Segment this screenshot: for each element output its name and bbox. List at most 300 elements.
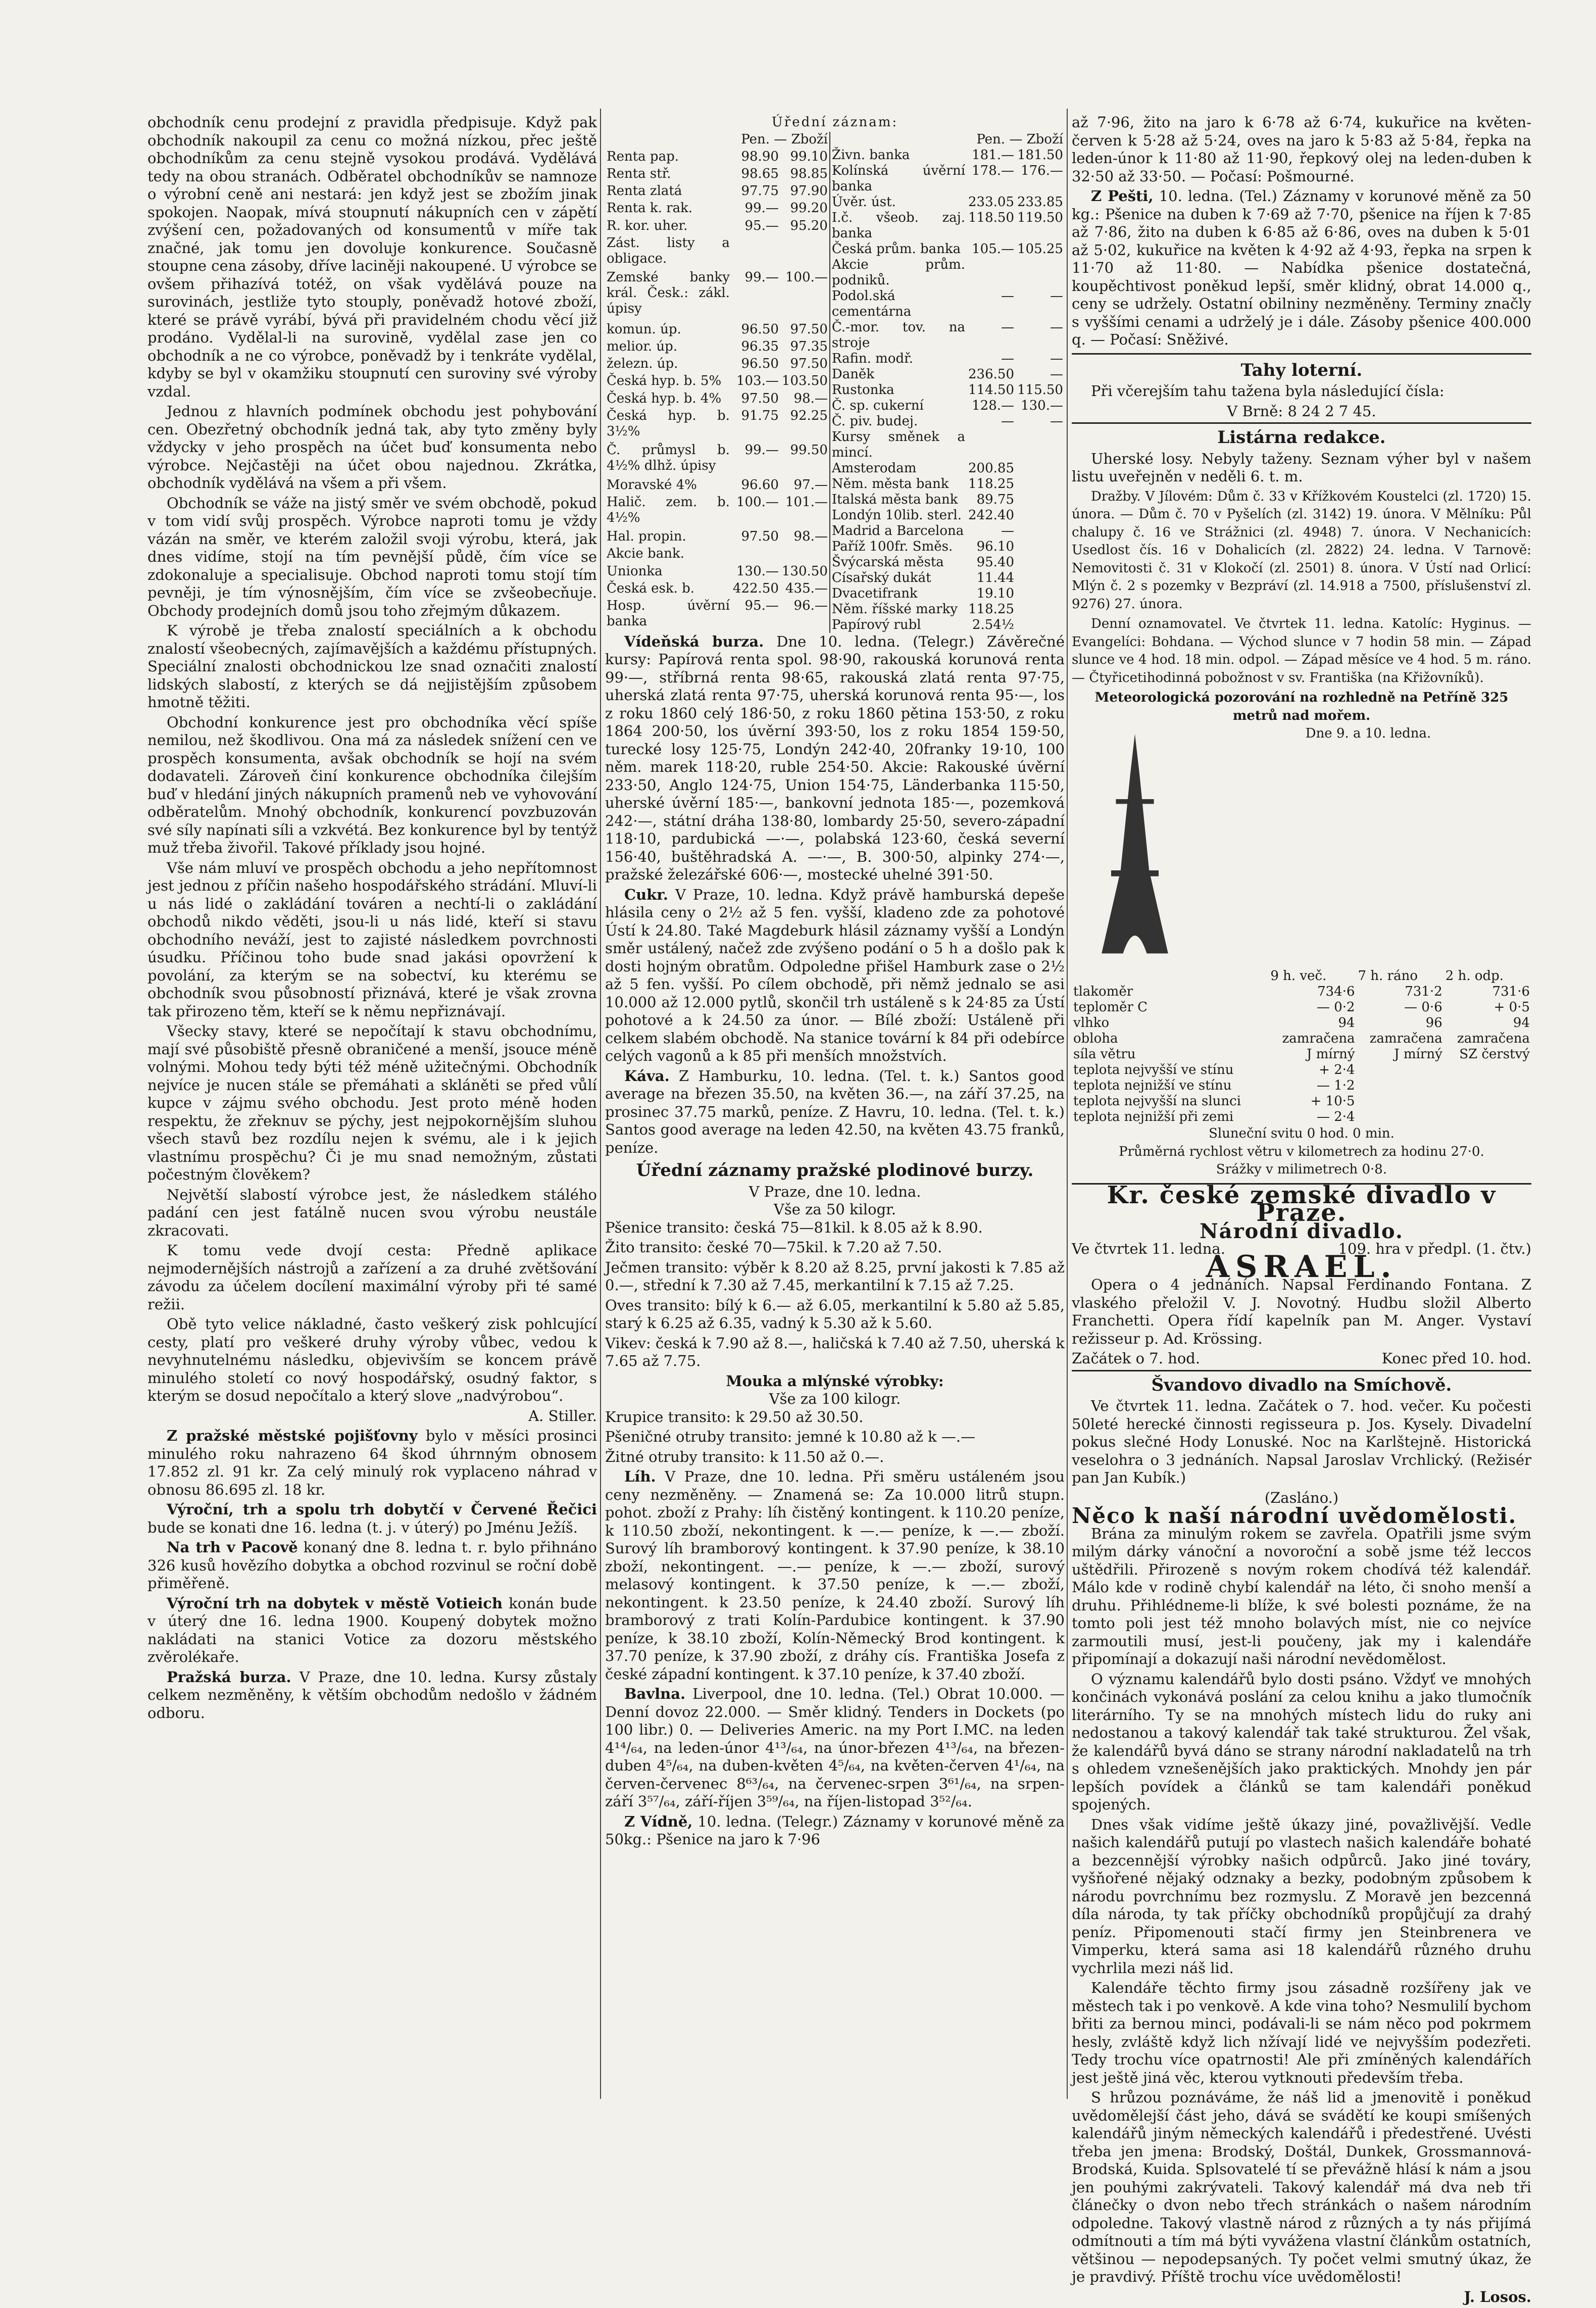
news-text: konán bude v úterý dne 16. ledna 1900. Koupený dobytek možno nakládati na stanici Votice za dozoru městského zvěrolékaře.: [147, 1594, 597, 1665]
row-value: 2.54½: [972, 617, 1014, 632]
row-value: 435.—: [785, 580, 828, 596]
row-value: 97.50: [790, 356, 828, 372]
flour-unit: Vše za 100 kilogr.: [769, 1390, 901, 1407]
row-value: [1016, 539, 1065, 555]
paragraph: Vše nám mluví ve prospěch obchodu a jeho nepřítomnost jest jednou z příčin našeho hospodářského strádání. Mluví-li u nás lidé o zakládání továren a nechtí-li o zakládání obchodů nikdo věděti, jsou-li u nás lidé, kteří si stavu obchodního neváží, jest to zajisté následkem povrchnosti úsudku. Příčinou toho bude snad jakási opovržení k povolání, za kterým se na sobectví, ku kterému se obchodník svou působností přiznává, které je však zrovna tak přirozeno těm, kteří se k němu nepřiznávají.: [147, 859, 597, 1020]
table-row: [605, 598, 830, 633]
row-value: 200.85: [968, 460, 1014, 476]
row-value: —: [1001, 523, 1014, 538]
table-row: [1072, 1062, 1531, 1078]
row-value: 731·2: [1405, 984, 1442, 999]
row-value: — 2·4: [1316, 1109, 1355, 1124]
grain-line: Žito transito: české 70—75kil. k 7.20 až 7.50.: [605, 1239, 942, 1256]
market-table-left: [605, 132, 830, 633]
row-label: teplota nejvyšší na slunci: [1073, 1094, 1241, 1109]
row-value: 96.60: [741, 477, 779, 493]
news-text: bude se konati dne 16. ledna (t. j. v úterý) po Jménu Ježíš.: [147, 1518, 578, 1536]
row-value: — 0·2: [1316, 1000, 1355, 1015]
row-value: —: [1050, 319, 1063, 335]
table-row: [605, 408, 830, 443]
table-row: [830, 351, 1065, 367]
table-row: [605, 322, 830, 339]
row-value: 98.65: [741, 166, 779, 181]
column-rule-1: [600, 109, 601, 2099]
news-item: [147, 1668, 597, 1723]
row-value: 114.50: [968, 382, 1014, 398]
paragraph: Všecky stavy, které se nepočítají k stavu obchodnímu, mají své působiště přesně obraničené a menší, jsouce méně volnými. Mohou tedy býti též méně užitečnými. Obchodník nejvíce je nucen stále se přemáhati a skláněti se před vůlí kupce v zájmu svého obchodu. Jest proto méně hoden respektu, že zřeknuv se pýchy, jest nejpokornějším sluhou všech stavů bez rozdílu nejen k svému, ale i k jejich vlastnímu prospěchu? Či je mu snad nemožným, zůstati počestným člověkem?: [147, 1022, 597, 1183]
row-value: —: [1001, 413, 1014, 429]
grain-line: Vikev: česká k 7.90 až 8.—, haličská k 7.40 až 7.50, uherská k 7.65 až 7.75.: [605, 1334, 1065, 1369]
table-row: [605, 391, 830, 408]
lottery-numbers: V Brně: 8 24 2 7 45.: [1227, 402, 1376, 420]
table-row: [830, 602, 1065, 617]
row-value: — 1·2: [1316, 1078, 1355, 1093]
row-value: 105.25: [1017, 241, 1063, 257]
table-row: [830, 382, 1065, 398]
row-label: Hosp. úvěrní banka: [607, 598, 730, 629]
row-value: 233.85: [1017, 194, 1063, 210]
coffee-report: [605, 1067, 1065, 1157]
row-label: síla větru: [1073, 1047, 1136, 1062]
news-head: Výroční, trh a spolu trh dobytčí v Červené Řečici: [167, 1501, 597, 1518]
row-value: 236.50: [968, 366, 1014, 382]
table-row: [605, 356, 830, 373]
news-head: Z pražské městské pojišťovny: [167, 1427, 418, 1444]
row-value: 233.05: [968, 194, 1014, 210]
row-value: 100.—: [736, 494, 779, 510]
table-row: [1072, 1109, 1531, 1125]
lottery-box: [1072, 353, 1531, 424]
row-label: Česká prům. banka: [831, 241, 961, 257]
theatre-box: [1072, 1183, 1531, 1371]
table-row: [605, 373, 830, 390]
row-label: železn. úp.: [607, 356, 678, 372]
table-row: [605, 495, 830, 529]
vienna-grain: [605, 1813, 1065, 1849]
row-label: Živn. banka: [831, 147, 910, 163]
row-label: Daněk: [831, 366, 875, 382]
grain-unit: Vše za 50 kilogr.: [773, 1201, 896, 1218]
table-row: [830, 210, 1065, 241]
row-label: Rafin. modř.: [831, 351, 913, 366]
paragraph: K tomu vede dvojí cesta: Předně aplikace nejmodernějších nástrojů a zařízení a za druhé zvětšování závodu za účelem docílení maximální výroby při té samé režii.: [147, 1242, 597, 1313]
vienna-exchange: [605, 633, 1065, 884]
row-value: 97.50: [741, 390, 779, 406]
row-value: 734·6: [1317, 984, 1355, 999]
market-tables: [605, 132, 1065, 633]
news-item: [147, 1501, 597, 1537]
table-row: [830, 461, 1065, 476]
row-value: 99.—: [744, 270, 779, 285]
row-label: Renta stř.: [607, 166, 671, 181]
row-value: 89.75: [976, 492, 1014, 507]
section-head: Líh.: [624, 1468, 656, 1485]
signature: A. Stiller.: [528, 1407, 597, 1425]
row-label: Moravské 4%: [607, 477, 697, 493]
section-text: 10. ledna. (Telegr.) Záznamy v korunové měně za 50kg.: Pšenice na jaro k 7·96: [605, 1812, 1065, 1848]
meteo-time: 7 h. ráno: [1358, 968, 1418, 984]
row-value: J mírný: [1307, 1047, 1355, 1062]
table-row: [605, 270, 830, 322]
section-text: Liverpool, dne 10. ledna. (Tel.) Obrat 10.000. — Denní dovoz 22.000. — Směr klidný. Tenders in Dockets (po 100 libr.) 0. — Deliveries Americ. na my Port I.MC. na leden 4¹⁴/₆₄, na leden-únor 4¹³/₆₄, na únor-březen 4¹³/₆₄, na březen-duben 4⁵/₆₄, na duben-květen 4⁵/₆₄, na květen-červen 4¹/₆₄, na červen-červenec 8⁶³/₆₄, na červenec-srpen 3⁶¹/₆₄, na srpen-září 3⁵⁷/₆₄, září-říjen 3⁵⁹/₆₄, na říjen-listopad 3⁵²/₆₄.: [605, 1685, 1065, 1810]
table-row: [830, 163, 1065, 194]
table-row: [1072, 1000, 1531, 1015]
row-value: 97.75: [741, 183, 779, 199]
row-value: 96: [1425, 1015, 1442, 1030]
table-row: [605, 581, 830, 598]
row-value: 11.44: [976, 570, 1014, 585]
row-value: [1016, 257, 1065, 288]
table-row: [1072, 1078, 1531, 1094]
row-value: 118.25: [968, 476, 1014, 492]
article-paragraph: Brána za minulým rokem se zavřela. Opatřili jsme svým milým dárky vánoční a novoroční a sobě jsme též leccos uštědřili. Přirozeně s novým rokem chodívá též kalendář. Málo kde v rodině chybí kalendář na léto, či snoho menší a druhu. Přihlédneme-li blíže, k své bolesti poznáme, že na tomto poli jest též mnoho bolavých míst, nie co nejvíce zarmoutili musí, jest-li poučeny, jak my i kalendáře připomínají a dokazují naši národní nevědomělost.: [1072, 1525, 1531, 1667]
meteo-block: [1072, 725, 1531, 1179]
table-row: [605, 183, 830, 201]
news-text: V Praze, dne 10. ledna. Kursy zůstaly celkem nezměněny, k větším obchodům nedošlo v žádném odboru.: [147, 1668, 597, 1722]
row-value: 19.10: [976, 585, 1014, 601]
row-value: + 0·5: [1493, 1000, 1530, 1015]
article-title: Něco k naší národní uvědomělosti.: [1072, 1503, 1517, 1528]
section-head: Vídeňská burza.: [624, 632, 764, 650]
row-label: Londýn 10lib. sterl.: [831, 507, 962, 523]
column-rule-2: [1067, 109, 1068, 2099]
row-value: [1016, 461, 1065, 476]
row-label: teploměr C: [1073, 1000, 1148, 1015]
table-row: [830, 523, 1065, 539]
row-label: Renta k. rak.: [607, 201, 693, 216]
editorial-office-title: Listárna redakce.: [1217, 427, 1386, 448]
table-row: [605, 564, 830, 581]
theatre-title: Kr. české zemské divadlo v Praze.: [1107, 1181, 1497, 1227]
article-paragraph: Kalendáře těchto firmy jsou zásadně rozšířeny jak ve městech tak i po venkově. A kde vina toho? Nesmulilí bychom břiti za bernou minci, podávali-li se nám něco pod pokrmem hesly, zvláště když lich nžívají lidé ve nejvyšším podezřeti. Tedy trochu více opatrnosti! Ale při zmíněných kalendářích jest ještě jiná věc, kterou vytknouti především třeba.: [1072, 1979, 1531, 2086]
row-value: 98.—: [793, 390, 828, 406]
row-label: Něm. města bank: [831, 476, 949, 492]
row-value: 95.—: [744, 598, 779, 613]
flour-line: Žitné otruby transito: k 11.50 až 0.—.: [605, 1448, 884, 1465]
section-text: Z Hamburku, 10. ledna. (Tel. t. k.) Santos good average na březen 35.50, na květen 36.—, na září 37.25, na prosinec 37.75 marků, peníze. Z Havru, 10. ledna. (Tel. t. k.) Santos good average na leden 42.50, na květen 43.75 franků, peníze.: [605, 1067, 1065, 1156]
row-label: Hal. propin.: [607, 529, 686, 545]
grain-line: Oves transito: bílý k 6.— až 6.05, merkantilní k 5.80 až 5.85, starý k 6.25 až 6.35, vadný k 5.30 až k 5.60.: [605, 1296, 1065, 1332]
row-label: Papírový rubl: [831, 617, 921, 632]
row-value: — 0·6: [1404, 1000, 1442, 1015]
table-row: [605, 529, 830, 546]
row-value: 99.10: [790, 149, 828, 164]
row-label: Zemské banky král. Česk.: zákl. úpisy: [607, 270, 730, 317]
table-row: [605, 339, 830, 356]
news-head: Pražská burza.: [167, 1668, 291, 1686]
row-label: Česká esk. b.: [607, 580, 695, 596]
table-row: [605, 443, 830, 477]
row-value: 98.—: [793, 529, 828, 545]
row-value: [780, 235, 830, 270]
section-head: Káva.: [624, 1067, 670, 1085]
auctions: Dražby. V Jílovém: Dům č. 33 v Křížkovém Koustelci (zl. 1720) 15. února. — Dům č. 70 v Pyšelích (zl. 3142) 19. února. V Mělníku: Půl chalupy č. 16 ve Strážnici (zl. 4948) 7. února. V Nechanicích: Usedlost čís. 16 v Dohalicích (zl. 2822) 24. ledna. V Tarnově: Nemovitosti č. 31 v Klokočí (zl. 2501) 8. února. V Ústí nad Orlicí: Mlýn č. 2 s pozemky v Bezpráví (zl. 14.918 a 7500, příslušenství zl. 9276) 27. února.: [1072, 488, 1531, 612]
theatre-date: Ve čtvrtek 11. ledna.: [1072, 1240, 1225, 1257]
row-label: Akcie prům. podniků.: [831, 257, 966, 288]
table-row: [1072, 1031, 1531, 1047]
row-value: 115.50: [1017, 382, 1063, 398]
row-value: [1016, 429, 1065, 461]
row-value: —: [1050, 413, 1063, 429]
row-label: Kolínská úvěrní banka: [831, 163, 966, 194]
row-value: 99.—: [744, 443, 779, 458]
section-text: 10. ledna. (Tel.) Záznamy v korunové měně za 50 kg.: Pšenice na duben k 7·69 až 7·70, pšenice na říjen k 7·85 až 7·86, žito na duben k 6·85 až 6·86, oves na duben k 5·01 až 5·02, kukuřice na květen k 4·92 až 4·93, řepka na srpen k 11·70 až 11·80. — Nabídka pšenice dostatečná, koupěchtivost poněkud lepší, směr klidný, obrat 14.000 q., ceny se udržely. Ostatní obilniny nezměněny. Terminy značly s vyššími cenami a udrželý je i dále. Zásoby pšenice 400.000 q. — Počasí: Sněživé.: [1072, 187, 1531, 348]
row-value: 103.50: [781, 373, 828, 389]
table-row: [830, 492, 1065, 508]
row-value: 94: [1338, 1015, 1355, 1030]
news-item: [147, 1427, 597, 1499]
row-value: zamračena: [1282, 1031, 1355, 1046]
paragraph: Obchodní konkurence jest pro obchodníka věcí spíše nemilou, než škodlivou. Ona má za následek snížení cen ve prospěch konsumenta, avšak obchodník se hojí na svém dodavateli. Zároveň činí konkurence obchodníka čilejším buď v hledání jiných nákupních pramenů neb ve vyhovování odběratelům. Mnohý obchodník, konkurencí povzbuzován své síly napínati síli a vzkvétá. Bez konkurence byl by tentýž muž třeba živořil. Takové příklady jsou hojné.: [147, 713, 597, 856]
article-paragraph: O významu kalendářů bylo dosti psáno. Vždyť ve mnohých končinách vykonává poslání za celou knihu a jako tlumočník literárního. Ty se na mnohých místech lidu do ruky ani nedostanou a takový kalendář tak také strukturou. Žel však, že kalendářů byvá dáno se strany národní nakladatelů na trh s ohledem vznešenějších jako praktických. Mnohdy jen pár lepších povídek a článků se tam kalendáři poněkud spojených.: [1072, 1670, 1531, 1813]
row-label: Švýcarská města: [831, 554, 944, 570]
table-row: [605, 166, 830, 183]
row-value: SZ čerstvý: [1459, 1047, 1530, 1062]
row-value: 99.20: [790, 201, 828, 216]
row-label: Halič. zem. b. 4½%: [607, 494, 730, 525]
row-value: [731, 546, 780, 563]
row-value: —: [1001, 351, 1014, 366]
row-value: —: [1050, 366, 1063, 382]
row-label: teplota nejvyšší ve stínu: [1073, 1062, 1234, 1077]
table-row: [605, 201, 830, 218]
paragraph: obchodník cenu prodejní z pravidla předpisuje. Když pak obchodník nakoupil za cenu co možná nízkou, přec ještě obchodníkům za cenu stejně vysokou prodává. Vydělává tedy na obou stranách. Odběratel obchodníkův se namnoze o výrobní ceně ani nestará: jen když jest se zbožím jinak spokojen. Naopak, mívá stoupnutí nákupních cen v zápětí zvýšení cen, požadovaných od konsumentů v míře tak značné, jak tomu jen dovoluje konkurence. Současně stoupne cena zásoby, dříve laciněji nakoupené. U výrobce se ovšem přihazívá totéž, on však vydělává pouze na surovinách, jestliže tyto stouply, poněvadž hotové zboží, které se právě vyrábí, bývá při pravidelném chodu věcí již prodáno. Vydělal-li na surovině, vydělal zase jen co obchodník a ne co výrobce, poněvadž by i tenkráte vydělal, kdyby se byl v okamžiku stoupnutí cen suroviny své výroby vzdal.: [147, 114, 597, 400]
row-value: [780, 546, 830, 563]
row-value: —: [1001, 319, 1014, 335]
row-label: Císařský dukát: [831, 570, 931, 585]
theatre-subtitle: Národní divadlo.: [1200, 1219, 1404, 1243]
pest-report: [1072, 187, 1531, 349]
opera-end: Konec před 10. hod.: [1381, 1350, 1531, 1367]
row-label: Česká hyp. b. 4%: [607, 390, 722, 406]
row-value: 99.50: [790, 443, 828, 458]
row-value: 96.35: [741, 338, 779, 354]
news-text: konaný dne 8. ledna t. r. bylo přihnáno 326 kusů hovězího dobytka a obchod rozvinul se roční době přiměřeně.: [147, 1539, 597, 1592]
row-value: + 10·5: [1310, 1094, 1355, 1109]
table-row: [1072, 1094, 1531, 1109]
table-header: Pen. — Zboží: [976, 131, 1063, 147]
row-value: 95.—: [744, 218, 779, 233]
row-label: vlhko: [1073, 1015, 1110, 1030]
section-head: Z Vídně,: [624, 1812, 693, 1830]
paragraph: Obchodník se váže na jistý směr ve svém obchodě, pokud v tom vidí svůj prospěch. Výrobce naproti tomu je vždy vázán na směr, ve kterém založil svoji výrobu, která, jak dnes vidíme, stojí na tím pevnější půdě, čím více se zdokonaluje a specialisuje. Obchod naproti tomu stojí tím pevněji, je tím výnosnějším, čím více se zvšeobecňuje. Obchody prodejních domů jsou toho zřejmým důkazem.: [147, 494, 597, 619]
sugar-report: [605, 886, 1065, 1065]
grain-date: V Praze, dne 10. ledna.: [749, 1183, 921, 1200]
row-value: 242.40: [968, 507, 1014, 523]
row-label: teplota nejnižší při zemi: [1073, 1109, 1234, 1124]
opera-text: Opera o 4 jednáních. Napsal Ferdinando Fontana. Z vlaského přeložil V. J. Novotný. Hudbu složil Alberto Franchetti. Opera řídí kapelník pan M. Anger. Vystaví režisseur p. Ad. Krössing.: [1072, 1276, 1531, 1347]
petrin-tower-illustration: [1072, 728, 1198, 965]
row-label: Rustonka: [831, 382, 894, 398]
row-value: [1016, 508, 1065, 523]
table-row: [830, 257, 1065, 288]
continued-text: až 7·96, žito na jaro k 6·78 až 6·74, kukuřice na květen-červen k 5·28 až 5·24, oves na jaro k 5·83 až 5·84, řepka na leden-únor k 11·80 až 11·90, řepkový olej na leden-duben k 32·50 až 33·50. — Počasí: Pošmourné.: [1072, 114, 1531, 185]
table-row: [830, 570, 1065, 586]
row-value: J mírný: [1394, 1047, 1442, 1062]
table-row: [830, 414, 1065, 429]
paragraph: Obě tyto velice nákladné, často veškerý zisk pohlcující cesty, platí pro veškeré druhy výroby vůbec, vedou k nevyhnutelnému následku, objevivším se koncem právě minulého století co nový hospodářský, osudný faktor, s kterým se dosud nepočítalo a který slove „nadvýrobou“.: [147, 1315, 597, 1404]
row-label: Zást. listy a obligace.: [607, 235, 730, 266]
row-value: 94: [1513, 1015, 1530, 1030]
row-value: 130.50: [781, 563, 828, 579]
flour-line: Pšeničné otruby transito: jemné k 10.80 až k —.—: [605, 1428, 976, 1445]
row-label: Něm. říšské marky: [831, 601, 958, 617]
row-label: Paříž 100fr. Směs.: [831, 538, 953, 554]
row-value: 98.85: [790, 166, 828, 181]
row-value: [1016, 492, 1065, 508]
row-value: 92.25: [790, 408, 828, 423]
row-label: I.č. všeob. zaj. banka: [831, 210, 966, 241]
row-value: 96.50: [741, 321, 779, 337]
table-row: [605, 149, 830, 166]
row-label: Madrid a Barcelona: [831, 523, 964, 538]
row-label: Úvěr. úst.: [831, 194, 896, 210]
section-text: V Praze, dne 10. ledna. Při směru ustáleném jsou ceny nezměněny. — Znamená se: Za 10.000 litrů stupn. pohot. zboží z Prahy: líh čistěný kontingent. k 110.20 peníze, k 110.50 zboží, nekontingent. k —.— peníze, k —.— zboží. Surový líh bramborový kontingent. k 37.90 peníze, k 38.10 zboží, nekontingent. —.— peníze, k —.— zboží, surový melasový kontingent. k 37.50 peníze, k —.— zboží, nekontingent. k 23.50 peníze, k 24.40 zboží. Surový líh bramborový z trati Kolín-Pardubice kontingent. k 37.90 peníze, k 38.10 zboží, Kolín-Německý Brod kontingent. k 37.70 peníze, k 37.90 zboží, z dráhy cís. Františka Josefa z české západní kontingent. k 37.10 peníze, k 37.40 zboží.: [605, 1468, 1065, 1683]
row-value: [1016, 617, 1065, 633]
meteo-date: Dne 9. a 10. ledna.: [1305, 726, 1431, 741]
row-value: [1016, 586, 1065, 602]
cotton-report: [605, 1685, 1065, 1811]
row-value: —: [1050, 351, 1063, 366]
row-value: 97.50: [741, 529, 779, 545]
row-label: Italská města bank: [831, 492, 958, 507]
theatre-performance: 109. hra v předpl. (1. čtv.): [1338, 1240, 1531, 1257]
row-label: Česká hyp. b. 5%: [607, 373, 722, 389]
row-label: Č.-mor. tov. na stroje: [831, 319, 966, 351]
grain-line: Ječmen transito: výběr k 8.20 až 8.25, první jakosti k 7.85 až 0.—, střední k 7.30 až 7.45, merkantilní k 7.15 až 7.25.: [605, 1258, 1065, 1294]
row-value: 91.75: [741, 408, 779, 423]
meteo-table: [1072, 968, 1531, 1125]
row-value: 95.20: [790, 218, 828, 233]
meteo-note: Průměrná rychlost větru v kilometrech za hodinu 27·0.: [1119, 1144, 1484, 1159]
meteo-note: Sluneční svitu 0 hod. 0 min.: [1209, 1126, 1394, 1141]
row-value: —: [1001, 288, 1014, 304]
table-row: [1072, 1047, 1531, 1062]
row-value: [967, 257, 1016, 288]
row-label: komun. úp.: [607, 321, 681, 337]
row-value: [1016, 555, 1065, 570]
section-head: Bavlna.: [624, 1685, 686, 1702]
table-row: [830, 398, 1065, 414]
row-label: Amsterodam: [831, 460, 917, 476]
row-value: 96.10: [976, 538, 1014, 554]
table-row: [830, 429, 1065, 461]
row-value: 96.50: [741, 356, 779, 372]
table-row: [830, 555, 1065, 570]
lottery-text: Při včerejším tahu tažena byla následující čísla:: [1091, 382, 1444, 400]
spirit-report: [605, 1468, 1065, 1683]
row-value: 181.50: [1017, 147, 1063, 163]
row-label: Č. sp. cukerní: [831, 398, 924, 413]
table-row: [830, 320, 1065, 351]
row-label: Unionka: [607, 563, 663, 579]
table-row: [605, 477, 830, 495]
row-value: 96.—: [793, 598, 828, 613]
row-value: [1016, 523, 1065, 539]
paragraph: Jednou z hlavních podmínek obchodu jest pohybování cen. Obezřetný obchodník jedná tak, aby tyto změny byly vždycky v jeho prospěch na účet buď konsumenta nebo výrobce. Nejčastěji na účet obou najednou. Zkrátka, obchodník vydělává na všem a při všem.: [147, 403, 597, 492]
grain-title: Úřední záznamy pražské plodinové burzy.: [636, 1160, 1034, 1181]
meteo-note: Srážky v milimetrech 0·8.: [1216, 1162, 1387, 1177]
row-value: 176.—: [1021, 163, 1063, 178]
meteo-time: 2 h. odp.: [1445, 968, 1504, 984]
row-value: 118.50: [968, 210, 1014, 225]
section-head: Z Pešti,: [1091, 187, 1154, 205]
news-item: [147, 1539, 597, 1593]
market-title: Úřední záznam:: [771, 115, 899, 130]
paragraph: K výrobě je třeba znalostí speciálních a k obchodu znalostí všeobecných, zajímavějších a každému přístupných. Speciální znalosti obchodnickou lze snad označiti znalostí lidských slabostí, z kterých se dá nejjistějším způsobem hmotně těžiti.: [147, 622, 597, 711]
svanda-text: Ve čtvrtek 11. ledna. Začátek o 7. hod. večer. Ku počesti 50leté herecké činnosti regisseura p. Jos. Kysely. Divadelní pokus slečné Hody Lonuské. Noc na Karlštejně. Historická veselohra o 3 jednáních. Napsal Jaroslav Vrchlický. (Režisér pan Jan Kubík.): [1072, 1397, 1531, 1486]
table-row: [830, 539, 1065, 555]
row-value: 101.—: [785, 494, 828, 510]
row-value: 422.50: [732, 580, 779, 596]
row-value: [731, 235, 780, 270]
grain-line: Pšenice transito: česká 75—81kil. k 8.05 až k 8.90.: [605, 1218, 983, 1236]
article-paragraph: S hrůzou poznáváme, že náš lid a jmenovitě i poněkud uvědomělejší část jeho, dává se svádětí ke koupi smíšených kalendářů jiným německých kalendářů i předestřené. Uvésti třeba jen jmena: Brodský, Doštál, Dunkek, Grossmannová-Brodská, Kuida. Splsovatelé tí se převážně hlásí k nám a jsou jen pouhými zakrývateli. Takový kalendář má dva neb tři článečky o dvon nebo třech stránkách o našem národním odpoledne. Takový vlastně národ z různých a ty nás přijímá odmítnouti a tím má býti vyvážena vlastní článkům ostatních, většinou — nepodepsaných. Ty počet velmi smutný úkaz, že je pravdivý. Příště trochu více uvědomělosti!: [1072, 2089, 1531, 2285]
meteo-time: 9 h. več.: [1270, 968, 1327, 984]
row-label: obloha: [1073, 1031, 1118, 1046]
row-label: Renta zlatá: [607, 183, 682, 199]
row-label: R. kor. uher.: [607, 218, 688, 233]
row-value: —: [1050, 288, 1063, 304]
table-row: [830, 476, 1065, 492]
row-label: Česká hyp. b. 3½%: [607, 408, 730, 439]
table-row: [830, 241, 1065, 257]
table-row: [830, 508, 1065, 523]
table-row: [1072, 984, 1531, 1000]
row-value: 130.—: [736, 563, 779, 579]
row-value: 97.50: [790, 321, 828, 337]
row-label: Akcie bank.: [607, 546, 684, 562]
row-label: tlakoměr: [1073, 984, 1133, 999]
row-label: teplota nejnižší ve stínu: [1073, 1078, 1232, 1093]
row-value: [967, 429, 1016, 461]
row-label: Č. průmysl b. 4½% dlhž. úpisy: [607, 443, 730, 474]
table-row: [605, 546, 830, 563]
row-value: zamračena: [1457, 1031, 1530, 1046]
market-table-right: [830, 132, 1065, 633]
table-row: [830, 586, 1065, 602]
row-value: 100.—: [785, 270, 828, 285]
news-text: bylo v měsíci prosinci minulého roku nahrazeno 64 škod úhrnným obnosem 17.852 zl. 91 kr. Za celý minulý rok vyplaceno náhrad v obnosu 86.695 zl. 18 kr.: [147, 1427, 597, 1498]
opera-title: ASRAEL.: [1206, 1249, 1398, 1285]
paragraph: Největší slabostí výrobce jest, že následkem stálého padání cen jest fatálně nucen svou výrobu neustále zkracovati.: [147, 1186, 597, 1239]
news-head: Výroční trh na dobytek v městě Votieich: [167, 1594, 503, 1612]
opera-start: Začátek o 7. hod.: [1072, 1350, 1201, 1367]
zaslano-label: (Zasláno.): [1264, 1489, 1339, 1506]
table-row: [605, 218, 830, 235]
table-row: [1072, 1015, 1531, 1031]
row-value: 181.—: [972, 147, 1014, 163]
table-row: [830, 194, 1065, 210]
row-label: Podol.ská cementárna: [831, 288, 912, 319]
table-row: [830, 367, 1065, 382]
row-value: 105.—: [972, 241, 1014, 257]
row-value: 178.—: [972, 163, 1014, 178]
row-label: Kursy směnek a mincí.: [831, 429, 966, 460]
row-value: 128.—: [972, 398, 1014, 413]
row-value: 97.—: [793, 477, 828, 493]
article-paragraph: Dnes však vidíme ještě úkazy jiné, považlivější. Vedle našich kalendářů putují po vlastech našich kalendáře bohaté a bezcennější výrobky našich odpůrců. Jako jiné továry, vyšňořené nějaký odznaky a bezky, podobným způsobem k národu povrchnímu bez rozmyslu. Z Moravě jen bezcenná díla národa, ty tak příčky obchodníků propůjčují za drahý peníz. Připomenouti stačí firmy jen Steinbrenera ve Vimperku, která sama asi 18 kalendářů různého druhu vychrlila mezi náš lid.: [1072, 1815, 1531, 1977]
row-value: 119.50: [1017, 210, 1063, 225]
section-text: Dne 10. ledna. (Telegr.) Závěrečné kursy: Papírová renta spol. 98·90, rakouská korunová renta 99·—, stříbrná renta 98·65, rakouská zlatá renta 97·75, uherská zlatá renta 97·75, uherská korunová renta 95·—, los z roku 1860 celý 186·50, z roku 1860 pětina 153·50, z roku 1864 200·50, los úvěrní 393·50, los z roku 1854 159·50, turecké losy 125·75, Londýn 242·40, 20franky 19·10, 100 něm. marek 118·20, ruble 254·50. Akcie: Rakouské úvěrní 233·50, Anglo 124·75, Union 154·75, Länderbanka 115·50, uherské úvěrní 185·—, bankovní jednota 185·—, pozemková 242·—, státní dráha 138·80, lombardy 25·50, severo-západní 118·10, pardubická —·—, polabská 123·60, česká severní 156·40, buštěhradská A. —·—, B. 300·50, alpinky 274·—, pražské železářské 606·—, mostecké uhelné 391·50.: [605, 632, 1065, 883]
row-label: Dvacetifrank: [831, 585, 918, 601]
flour-line: Krupice transito: k 29.50 až 30.50.: [605, 1408, 864, 1426]
row-label: melior. úp.: [607, 338, 678, 354]
row-value: 97.35: [790, 338, 828, 354]
row-value: [1016, 570, 1065, 586]
news-item: [147, 1595, 597, 1666]
row-value: + 2·4: [1319, 1062, 1355, 1077]
